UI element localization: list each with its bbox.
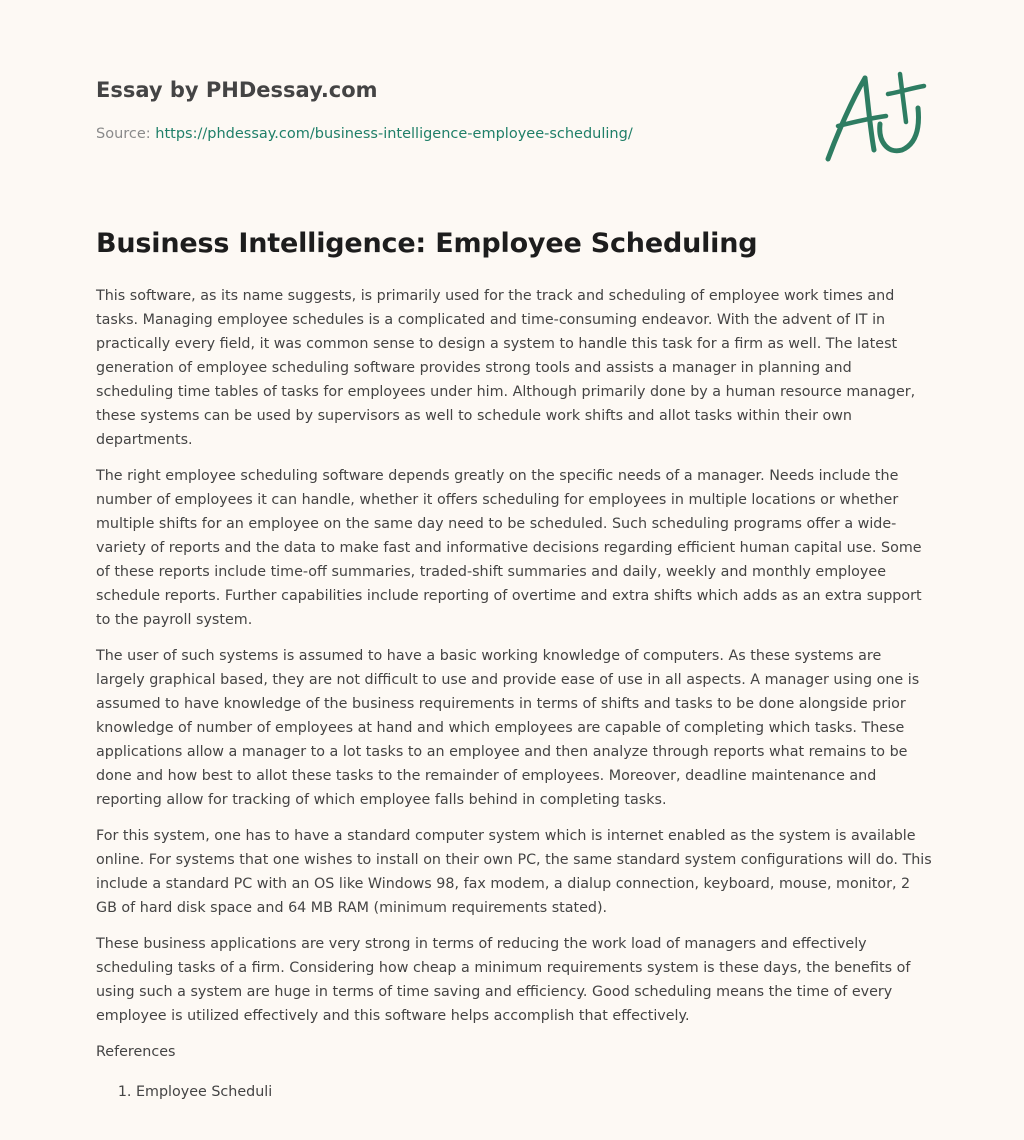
reference-item: 1. Employee Scheduli [136, 1080, 932, 1104]
paragraph: This software, as its name suggests, is primarily used for the track and scheduling of employee work times and tasks. Managing employee schedules is a complicated and time-consuming endeavor. With the advent of IT in practically every field, it was common sense to design a system to handle this task for a firm as well. The latest generation of employee scheduling software provides strong tools and assists a manager in planning and scheduling time tables of tasks for employees under him. Although primarily done by a human resource manager, these systems can be used by supervisors as well to schedule work shifts and allot tasks within their own departments. [96, 288, 916, 448]
source-line [96, 124, 796, 144]
source-link[interactable]: https://phdessay.com/business-intelligence-employee-scheduling/ [155, 126, 633, 142]
a-plus-grade-icon [822, 66, 930, 166]
article-body [96, 284, 932, 1104]
references-heading: References [96, 1044, 176, 1060]
source-label: Source: [96, 126, 156, 142]
paragraph: For this system, one has to have a standard computer system which is internet enabled as the system is available online. For systems that one wishes to install on their own PC, the same standard system configurations will do. This include a standard PC with an OS like Windows 98, fax modem, a dialup connection, keyboard, mouse, monitor, 2 GB of hard disk space and 64 MB RAM (minimum requirements stated). [96, 828, 932, 916]
page-title: Business Intelligence: Employee Scheduling [96, 228, 758, 259]
paragraph: The user of such systems is assumed to have a basic working knowledge of computers. As these systems are largely graphical based, they are not difficult to use and provide ease of use in all aspects. A manager using one is assumed to have knowledge of the business requirements in terms of shifts and tasks to be done alongside prior knowledge of number of employees at hand and which employees are capable of completing which tasks. These applications allow a manager to a lot tasks to an employee and then analyze through reports what remains to be done and how best to allot these tasks to the remainder of employees. Moreover, deadline maintenance and reporting allow for tracking of which employee falls behind in completing tasks. [96, 648, 920, 808]
header [96, 76, 796, 144]
paragraph: The right employee scheduling software depends greatly on the specific needs of a manager. Needs include the number of employees it can handle, whether it offers scheduling for employees in multiple locations or whether multiple shifts for an employee on the same day need to be scheduled. Such scheduling programs offer a wide-variety of reports and the data to make fast and informative decisions regarding efficient human capital use. Some of these reports include time-off summaries, traded-shift summaries and daily, weekly and monthly employee schedule reports. Further capabilities include reporting of overtime and extra shifts which adds as an extra support to the payroll system. [96, 468, 922, 628]
brand-title: Essay by PHDessay.com [96, 78, 378, 102]
paragraph: These business applications are very strong in terms of reducing the work load of managers and effectively scheduling tasks of a firm. Considering how cheap a minimum requirements system is these days, the benefits of using such a system are huge in terms of time saving and efficiency. Good scheduling means the time of every employee is utilized effectively and this software helps accomplish that effectively. [96, 936, 911, 1024]
references-list [96, 1080, 932, 1104]
